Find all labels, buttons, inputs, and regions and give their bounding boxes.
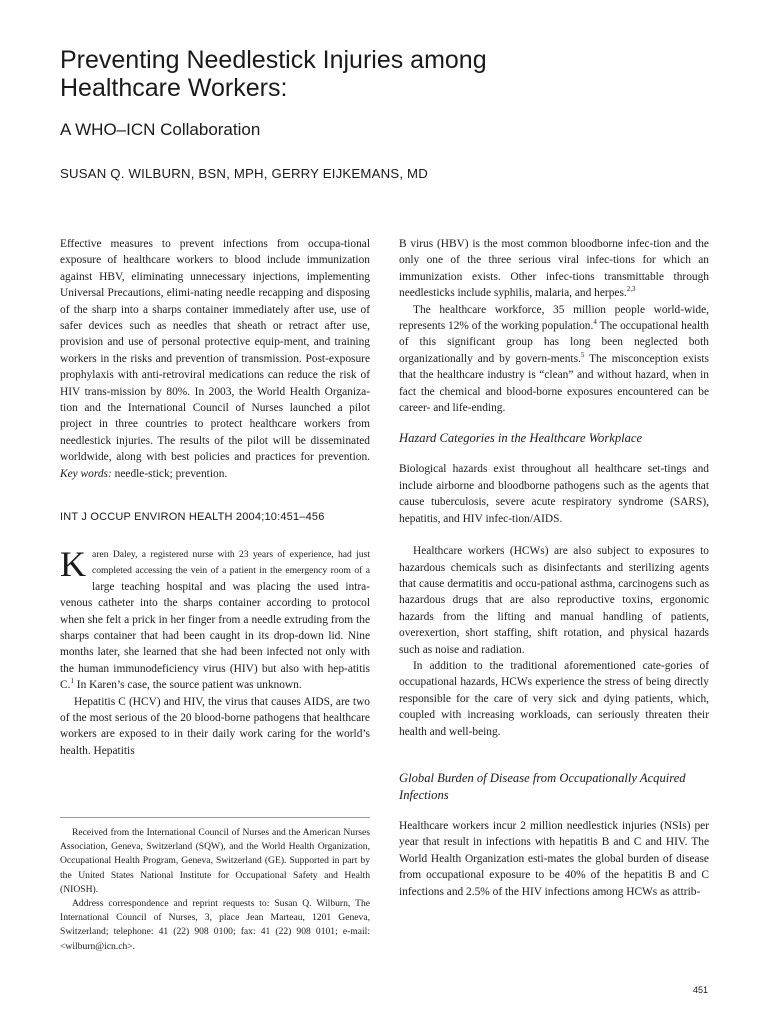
abstract-text: Effective measures to prevent infections from occupa-tional exposure of healthcare workers to blood include immunization against HBV, eliminating unnecessary injections, implementing Universal Precautions, elimi-nating needle recapping and disposing of the sharp into a sharps container immediately after use, use of safer devices such as needles that sheath or retract after use, provision and use of personal protective equip-ment, and training workers in the risks and prevention of transmission. Post-exposure prophylaxis with anti-retroviral medications can reduce the risk of HIV trans-mission by 80%. In 2003, the World Health Organiza-tion and the International Council of Nurses launched a pilot project in three countries to protect healthcare workers from needlestick injuries. The results of the pilot will be disseminated worldwide, along with best policies and practices for prevention. — [60, 238, 370, 464]
body-left-column — [60, 546, 370, 759]
section-heading-hazards: Hazard Categories in the Healthcare Workplace — [399, 431, 643, 446]
paragraph-1: large teaching hospital and was placing the used intra-venous catheter into the sharps container according to protocol when she felt a prick in her finger from a needle extruding from the sharps container that had been caught in its drop-down lid. Nine months later, she learned that she had been infected not only with the human immunodeficiency virus (HIV) but also with hep-atitis C. — [60, 580, 370, 692]
paragraph-2: Hepatitis C (HCV) and HIV, the virus that causes AIDS, are two of the most serious of the 20 blood-borne pathogens that healthcare workers are exposed to in their daily work caring for the world’s health. Hepatitis — [60, 695, 370, 757]
paragraph-r5: In addition to the traditional aforementioned cate-gories of occupational hazards, HCWs experience the stress of being directly responsible for the care of very sick and dying patients, which, coupled with increasing workloads, can seriously threaten their health and well-being. — [399, 659, 709, 738]
page-number: 451 — [692, 985, 708, 995]
footnote-affiliation: Received from the International Council of Nurses and the American Nurses Association, Geneva, Switzerland (SQW), and the World Health Organization, Occupational Health Program, Geneva, Switzerland (GE). Supported in part by the United States National Institute for Occupational Safety and Health (NIOSH). — [60, 827, 370, 895]
article-subtitle: A WHO–ICN Collaboration — [60, 120, 261, 139]
ref-sup: 5 — [580, 351, 585, 360]
drop-cap: K — [60, 544, 86, 584]
keywords: needle-stick; prevention. — [114, 467, 228, 480]
paragraph-r2c: The misconception exists that the healthcare industry is “clean” and without hazard, when in fact the chemical and blood-borne exposures encountered can be career- and life-ending. — [399, 352, 709, 415]
body-right-column — [399, 236, 709, 900]
footnote-correspondence: Address correspondence and reprint requests to: Susan Q. Wilburn, The International Council of Nurses, 3, place Jean Marteau, 1201 Geneva, Switzerland; telephone: 41 (22) 908 0100; fax: 41 (22) 908 0101; e-mail: <wilburn@icn.ch>. — [60, 898, 370, 952]
paragraph-r4: Healthcare workers (HCWs) are also subject to exposures to hazardous chemicals such as disinfectants and sterilizing agents that cause dermatitis and occu-pational asthma, carcinogens such as hazardous drugs that are also reproductive toxins, ergonomic hazards from the lifting and manual handling of patients, overexertion, short staffing, shift rotation, and physical hazards such as noise and radiation. — [399, 545, 709, 656]
paragraph-r2b: The occupational health of this significant group has long been neglected both organizationally and by govern-ments. — [399, 320, 710, 365]
paragraph-1-end: In Karen’s case, the source patient was unknown. — [73, 679, 302, 692]
lead-in-text: aren Daley, a registered nurse with 23 years of experience, had just completed accessing the vein of a patient in the emergency room of a — [92, 549, 370, 577]
section-heading-burden: Global Burden of Disease from Occupationally Acquired Infections — [399, 770, 686, 802]
abstract — [60, 236, 370, 482]
paragraph-r3: Biological hazards exist throughout all healthcare set-tings and include airborne and bloodborne pathogens such as the agents that cause tuberculosis, severe acute respiratory syndrome (SARS), hepatitis, and HIV infec-tion/AIDS. — [399, 463, 709, 525]
footnote-divider — [60, 817, 370, 818]
journal-citation: INT J OCCUP ENVIRON HEALTH 2004;10:451–456 — [60, 511, 325, 523]
ref-sup: 2,3 — [626, 285, 636, 294]
paragraph-r1: B virus (HBV) is the most common bloodborne infec-tion and the only one of the three serious viral infec-tions for which an immunization exists. Other infec-tions transmittable through needlesticks include syphilis, malaria, and herpes. — [399, 238, 709, 300]
ref-sup: 4 — [593, 318, 597, 327]
paragraph-r6: Healthcare workers incur 2 million needlestick injuries (NSIs) per year that result in infections with hepatitis B and C and HIV. The World Health Organization esti-mates the global burden of disease from occupational exposure to be 40% of the hepatitis B and C infections and 2.5% of the HIV infections among HCWs as attrib- — [399, 819, 709, 898]
keywords-label: Key words: — [60, 467, 112, 480]
footnotes — [60, 826, 370, 954]
author-line: SUSAN Q. WILBURN, BSN, MPH, GERRY EIJKEMANS, MD — [60, 166, 428, 181]
article-title: Preventing Needlestick Injuries among Healthcare Workers: — [60, 46, 487, 102]
ref-sup: 1 — [70, 677, 74, 686]
paragraph-r2a: The healthcare workforce, 35 million people world-wide, represents 12% of the working population. — [399, 303, 709, 333]
